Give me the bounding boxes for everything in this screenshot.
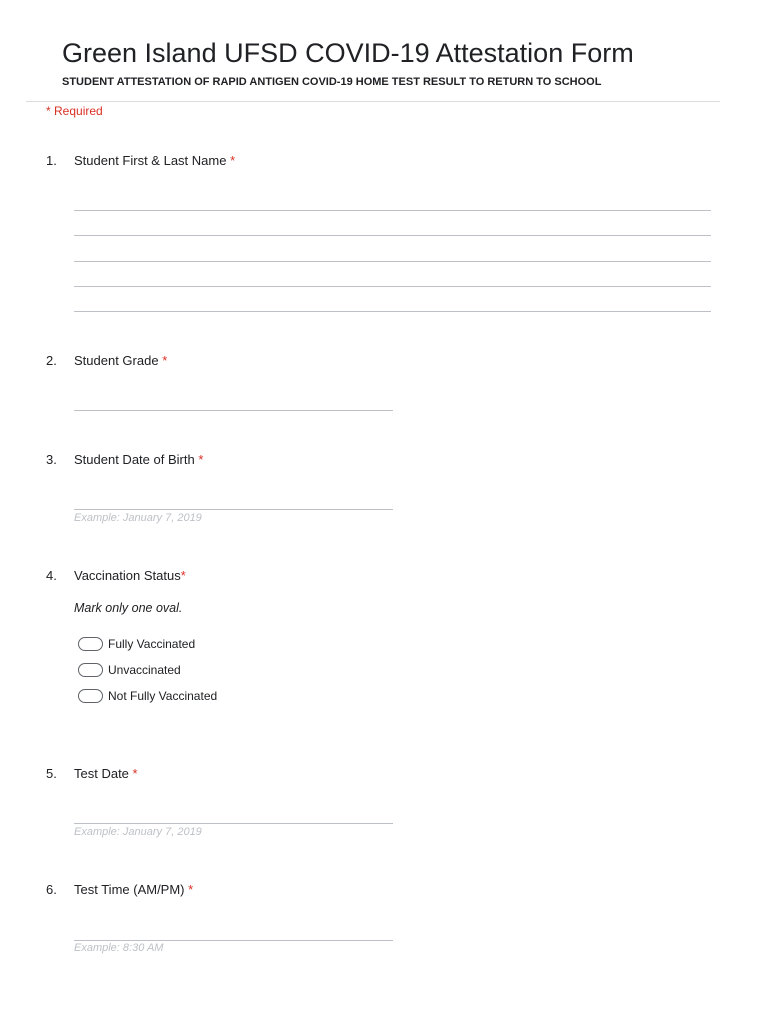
question-label-text: Student Date of Birth xyxy=(74,452,195,467)
form-title: Green Island UFSD COVID-19 Attestation Form xyxy=(62,38,634,68)
example-hint: Example: January 7, 2019 xyxy=(74,512,202,524)
question-label-text: Vaccination Status xyxy=(74,568,181,583)
form-subtitle: STUDENT ATTESTATION OF RAPID ANTIGEN COVID-19 HOME TEST RESULT TO RETURN TO SCHOOL xyxy=(62,76,602,88)
example-hint: Example: 8:30 AM xyxy=(74,942,164,954)
option-label: Not Fully Vaccinated xyxy=(108,689,218,703)
question-label-text: Test Date xyxy=(74,766,129,781)
question-number: 6. xyxy=(46,882,57,897)
header-divider xyxy=(26,101,720,102)
option-not-fully-vaccinated[interactable] xyxy=(78,688,217,704)
option-fully-vaccinated[interactable] xyxy=(78,636,195,652)
question-number: 3. xyxy=(46,452,57,467)
answer-line[interactable] xyxy=(74,286,711,287)
answer-line[interactable] xyxy=(74,823,393,824)
radio-oval[interactable] xyxy=(78,663,103,677)
question-number: 5. xyxy=(46,766,57,781)
answer-line[interactable] xyxy=(74,235,711,236)
radio-oval[interactable] xyxy=(78,637,103,651)
required-asterisk: * xyxy=(230,153,236,168)
radio-oval[interactable] xyxy=(78,689,103,703)
question-label xyxy=(74,353,167,368)
question-number: 1. xyxy=(46,153,57,168)
question-label-text: Student First & Last Name xyxy=(74,153,227,168)
answer-line[interactable] xyxy=(74,509,393,510)
answer-line[interactable] xyxy=(74,210,711,211)
question-number: 2. xyxy=(46,353,57,368)
answer-line[interactable] xyxy=(74,940,393,941)
answer-line[interactable] xyxy=(74,311,711,312)
required-asterisk: * xyxy=(180,568,186,583)
required-asterisk: * xyxy=(188,882,194,897)
example-hint: Example: January 7, 2019 xyxy=(74,826,202,838)
question-label xyxy=(74,153,235,168)
question-label xyxy=(74,568,186,583)
option-label: Fully Vaccinated xyxy=(108,637,196,651)
required-asterisk: * xyxy=(198,452,204,467)
answer-line[interactable] xyxy=(74,410,393,411)
required-asterisk: * xyxy=(162,353,168,368)
answer-line[interactable] xyxy=(74,261,711,262)
option-unvaccinated[interactable] xyxy=(78,662,181,678)
required-asterisk: * xyxy=(132,766,138,781)
question-label xyxy=(74,766,138,781)
required-note: * Required xyxy=(46,104,103,118)
mark-one-instruction: Mark only one oval. xyxy=(74,601,183,615)
question-label-text: Student Grade xyxy=(74,353,159,368)
option-label: Unvaccinated xyxy=(108,663,181,677)
question-label xyxy=(74,882,193,897)
question-label-text: Test Time (AM/PM) xyxy=(74,882,185,897)
question-number: 4. xyxy=(46,568,57,583)
question-label xyxy=(74,452,203,467)
